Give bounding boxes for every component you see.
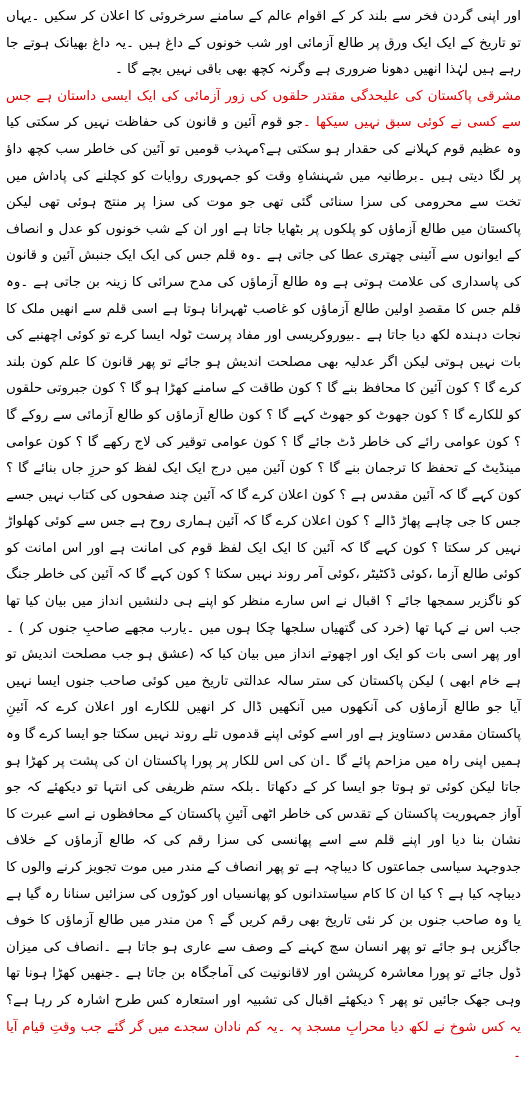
article-paragraph-2 xyxy=(6,84,521,1068)
paragraph-body: جو قوم آئین و قانون کی حفاظت نہیں کر سکتی کیا وہ عظیم قوم کہلانے کی حقدار ہو سکتی ہے؟مہذب قومیں تو آئین کی خاطر سب کچھ داؤ پر لگا دیتی ہیں ۔برطانیہ میں شہنشاہِ وقت کو جمہوری روایات کو کچلنے کی پاداش میں تخت سے محرومی کی سزا سنائی گئی تھی جو موت کی سزا پر منتج ہوئی تھی لیکن پاکستان میں طالع آزماؤں کو پلکوں پر بٹھایا جاتا ہے اور ان کے شب خونوں کو عدل و انصاف کے ایوانوں سے آئینی چھتری عطا کی جاتی ہے ۔وہ قلم جس کی ایک ایک جنبش آئین و قانون کی پاسداری کی علامت ہوتی ہے وہ طالع آزماؤں کی مدح سرائی کا زینہ بن جاتی ہے ۔وہ قلم جس کا مقصدِ اولین طالع آزماؤں کو غاصب ٹھہرانا ہوتا ہے اسی قلم سے انھیں ملک کا نجات دہندہ لکھ دیا جاتا ہے ۔بیوروکریسی اور مفاد پرست ٹولہ ایسا کرے تو کوئی اچھنبے کی بات نہیں ہوتی لیکن اگر عدلیہ بھی مصلحت اندیش ہو جائے تو پھر قانون کا علم کون بلند کرے گا ؟ کون آئین کا محافظ بنے گا ؟ کون طاقت کے سامنے کھڑا ہو گا ؟ کون جبروتی حلقوں کو للکارے گا ؟ کون جھوٹ کو جھوٹ کہے گا ؟ کون طالع آزماؤں کو طالع آزمائی سے روکے گا ؟ کون عوامی رائے کی خاطر ڈٹ جائے گا ؟ کون عوامی توقیر کی لاج رکھے گا ؟ کون عوامی مینڈیٹ کے تحفظ کا ترجمان بنے گا ؟ کون آئین میں درج ایک ایک لفظ کو حرزِ جاں بنائے گا ؟ کون کہے گا کہ آئین مقدس ہے ؟ کون اعلان کرے گا کہ آئین چند صفحوں کی کتاب نہیں جسے جس کا جی چاہے پھاڑ ڈالے ؟ کون اعلان کرے گا کہ آئین ہماری روح ہے جس سے کوئی کھلواڑ نہیں کر سکتا ؟ کون کہے گا کہ آئین کا ایک ایک لفظ قوم کی امانت ہے اور اس امانت کو کوئی طالع آزما ،کوئی ڈکٹیٹر ،کوئی آمر روند نہیں سکتا ؟ کون کہے گا کہ آئین کی خاطر جنگ کو ناگزیر سمجھا جائے ؟ اقبال نے اس سارے منظر کو اپنے ہی دلنشیں انداز میں بیان کیا تھا جب اس نے کہا تھا (خرد کی گتھیاں سلجھا چکا ہوں میں ۔یارب مجھے صاحبِ جنوں کر ) ۔اور پھر اسی بات کو ایک اور اچھوتے انداز میں بیان کیا کہ (عشق ہو جب مصلحت اندیش تو ہے خام ابھی ) لیکن پاکستان کی ستر سالہ عدالتی تاریخ میں کوئی صاحب جنوں ایسا نہیں آیا جو طالع آزماؤں کی آنکھوں میں آنکھیں ڈال کر انھیں للکارے اور اعلان کرے کہ آئینِ پاکستان مقدس دستاویز ہے اور اسے کوئی اپنے قدموں تلے روند نہیں سکتا جو ایسا کرے گا وہ ہمیں اپنی راہ میں مزاحم پائے گا ۔ان کی اس للکار پر پورا پاکستان ان کی پشت پر کھڑا ہو جاتا لیکن کوئی تو ہوتا جو ایسا کر کے دکھاتا ۔بلکہ ستم ظریفی کی انتہا تو دیکھئے کہ جو آواز جمہوریت پاکستان کے تقدس کی خاطر اٹھی آئینِ پاکستان کے محافظوں نے اسے عبرت کا نشان بنا دیا اور اپنے قلم سے اسے پھانسی کی سزا رقم کی کہ طالع آزماؤں کے خلاف جدوجہد سیاسی جماعتوں کا دیباچہ ہے تو پھر انصاف کے مندر میں موت تجویز کرنے والوں کا دیباچہ کیا ہے ؟ کیا ان کا کام سیاستدانوں کو پھانسیاں اور کوڑوں کی سزائیں سنانا رہ گیا ہے یا وہ صاحب جنوں بن کر نئی تاریخ بھی رقم کریں گے ؟ من مندر میں طالع آزماؤں کا خوف جاگزیں ہو جائے تو پھر انسان سچ کہنے کے وصف سے عاری ہو جاتا ہے ۔انصاف کی میزان ڈول جائے تو پورا معاشرہ کرپشن اور لاقانونیت کی آماجگاہ بن جاتا ہے ۔جنھیں کھڑا ہونا تھا وہی جھک جائیں تو پھر ؟ دیکھئے اقبال کی تشبیہ اور استعارہ کس طرح اشارہ کر رہا ہے؟ xyxy=(6,115,521,1008)
article-paragraph-1: اور اپنی گردن فخر سے بلند کر کے اقوام عالم کے سامنے سرخروئی کا اعلان کر سکیں ۔یہاں تو تاریخ کے ایک ایک ورق پر طالع آزمائی اور شب خونوں کے داغ ہیں ۔یہ داغ بھیانک ہوتے جا رہے ہیں لہٰذا انھیں دھونا ضروری ہے وگرنہ کچھ بھی باقی نہیں بچے گا ۔ xyxy=(6,9,521,78)
highlight-sentence: مشرقی پاکستان کی علیحدگی مقتدر حلقوں کی زور آزمائی کی ایک ایسی داستان ہے جس سے کسی نے کوئی سبق نہیں سیکھا ۔ xyxy=(6,88,521,131)
closing-verse: یہ کس شوخ نے لکھ دیا محرابِ مسجد پہ ۔یہ کم نادان سجدے میں گر گئے جب وقتِ قیام آیا ۔ xyxy=(6,1019,521,1062)
